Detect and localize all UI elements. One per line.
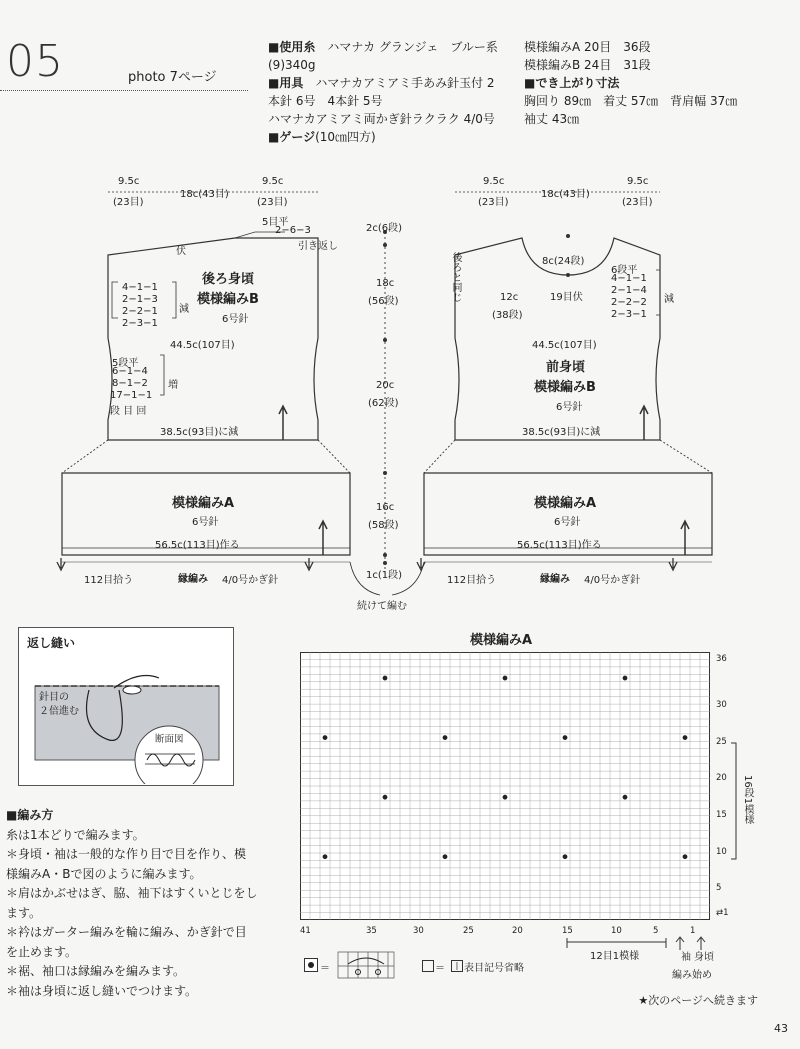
size-line1: 胸回り 89㎝ 着丈 57㎝ 背肩幅 37㎝ xyxy=(524,94,738,108)
start-label: 編み始め xyxy=(672,970,712,981)
instruction-line: ＊身頃・袖は一般的な作り目で目を作り、模 xyxy=(6,847,247,861)
back-inc5: 段 目 回 xyxy=(110,406,147,417)
legend-bobble-symbol xyxy=(304,958,318,972)
front-neck2: 4−1−1 xyxy=(611,273,647,284)
back-dec-mark: 減 xyxy=(179,304,189,315)
bobble-stitch xyxy=(503,795,508,800)
front-neck1: 6段平 xyxy=(611,265,638,276)
bobble-stitch xyxy=(383,795,388,800)
center-v4-sub: (58段) xyxy=(368,520,399,531)
front-needle: 6号針 xyxy=(556,402,583,413)
row-label: 20 xyxy=(716,773,727,783)
back-top-mid: 18c(43目) xyxy=(180,189,229,200)
back-lower-width: 56.5c(113目)作る xyxy=(155,540,240,551)
center-v5: 1c(1段) xyxy=(366,570,403,581)
yarn-label: ■使用糸 xyxy=(268,40,316,54)
row-label: 5 xyxy=(716,883,722,893)
legend-bobble-diagram xyxy=(336,950,396,980)
col-label: 30 xyxy=(413,926,424,936)
back-inc2: 6−1−4 xyxy=(112,366,148,377)
front-top-mid: 18c(43目) xyxy=(541,189,590,200)
backstitch-title: 返し縫い xyxy=(27,636,76,650)
front-lower-needle: 6号針 xyxy=(554,517,581,528)
center-v1: 2c(6段) xyxy=(366,223,403,234)
front-edge-hook: 4/0号かぎ針 xyxy=(584,575,641,586)
back-dec2: 2−1−3 xyxy=(122,294,158,305)
back-neck-note1: 5目平 xyxy=(262,217,289,228)
back-edge-hook: 4/0号かぎ針 xyxy=(222,575,279,586)
row-arrow: ⇄1 xyxy=(716,908,729,918)
center-v2: 18c xyxy=(376,278,395,289)
gauge-label: ■ゲージ xyxy=(268,130,316,144)
front-lower-title: 模様編みA xyxy=(534,496,597,511)
bobble-stitch xyxy=(443,854,448,859)
col-label: 15 xyxy=(562,926,573,936)
row-label: 25 xyxy=(716,737,727,747)
body-label: 身頃 xyxy=(694,952,714,963)
backstitch-illustration xyxy=(19,650,233,784)
backstitch-label2: ２倍進む xyxy=(39,706,79,717)
bobble-stitch xyxy=(383,676,388,681)
front-fuse: 19目伏 xyxy=(550,292,583,303)
back-top-left: 9.5c xyxy=(118,176,140,187)
header-divider xyxy=(0,90,248,91)
center-v3: 20c xyxy=(376,380,395,391)
bobble-stitch xyxy=(503,676,508,681)
instructions xyxy=(6,806,266,1001)
row-label: 15 xyxy=(716,810,727,820)
back-lower-title: 模様編みA xyxy=(172,496,235,511)
instruction-line: 糸は1本どりで編みます。 xyxy=(6,827,145,842)
back-top-right-sub: (23目) xyxy=(257,197,288,208)
photo-reference: photo 7ページ xyxy=(128,70,217,85)
bobble-stitch xyxy=(683,735,688,740)
center-v3-sub: (62段) xyxy=(368,398,399,409)
col-label: 10 xyxy=(611,926,622,936)
front-edge: 縁編み xyxy=(540,574,570,585)
front-width: 44.5c(107目) xyxy=(532,340,597,351)
legend-empty-symbol xyxy=(422,960,434,972)
back-title: 後ろ身頃 xyxy=(202,272,255,287)
back-pickup: 112目拾う xyxy=(84,575,134,586)
specs-left xyxy=(268,38,518,146)
front-neck3: 2−1−4 xyxy=(611,285,647,296)
back-edge: 縁編み xyxy=(178,574,208,585)
size-label: ■でき上がり寸法 xyxy=(524,76,620,90)
back-dec4: 2−3−1 xyxy=(122,318,158,329)
front-top-left-sub: (23目) xyxy=(478,197,509,208)
legend-eq2: ＝ xyxy=(435,963,445,974)
col-label: 1 xyxy=(690,926,696,936)
backstitch-label1: 針目の xyxy=(39,692,69,703)
back-neck-note3: 引き返し xyxy=(298,241,338,252)
back-inc3: 8−1−2 xyxy=(112,378,148,389)
bobble-stitch xyxy=(623,676,628,681)
gauge-text: (10㎝四方) xyxy=(315,130,376,144)
gauge-a: 模様編みA 20目 36段 xyxy=(524,40,651,54)
front-top-left: 9.5c xyxy=(483,176,505,187)
back-width: 44.5c(107目) xyxy=(170,340,235,351)
front-lower-width: 56.5c(113目)作る xyxy=(517,540,602,551)
front-neck-depth: 8c(24段) xyxy=(542,256,585,267)
bobble-stitch xyxy=(323,735,328,740)
col-label: 41 xyxy=(300,926,311,936)
knit-symbol: | xyxy=(451,960,463,972)
front-neck4: 2−2−2 xyxy=(611,297,647,308)
tools-line1: ハマナカアミアミ手あみ針玉付 2 xyxy=(315,76,495,90)
page-number: 43 xyxy=(774,1022,788,1035)
center-v4: 16c xyxy=(376,502,395,513)
back-pattern: 模様編みB xyxy=(197,292,259,307)
back-inc-mark: 増 xyxy=(168,380,178,391)
front-side1: 12c xyxy=(500,292,519,303)
row-label: 30 xyxy=(716,700,727,710)
chart-title: 模様編みA xyxy=(470,633,533,648)
repeat-cols: 12目1模様 xyxy=(590,951,640,962)
bobble-stitch xyxy=(323,854,328,859)
col-label: 20 xyxy=(512,926,523,936)
back-top-left-sub: (23目) xyxy=(113,197,144,208)
instruction-line: を止めます。 xyxy=(6,944,78,959)
back-bottom: 38.5c(93目)に減 xyxy=(160,427,239,438)
pattern-number: 05 xyxy=(6,36,64,87)
legend-eq1: ＝ xyxy=(320,963,330,974)
front-neck-mark: 減 xyxy=(664,294,674,305)
section-label: 断面図 xyxy=(155,734,184,745)
instruction-line: ます。 xyxy=(6,905,42,920)
instruction-line: ＊裾、袖口は縁編みを編みます。 xyxy=(6,964,186,978)
instruction-line: ＊肩はかぶせはぎ、脇、袖下はすくいとじをし xyxy=(6,886,258,900)
tools-line2: 本針 6号 4本針 5号 xyxy=(268,94,383,108)
row-arrow-num: 1 xyxy=(723,908,729,918)
back-inc4: 17−1−1 xyxy=(110,390,153,401)
back-dec1: 4−1−1 xyxy=(122,282,158,293)
legend-text: 表目記号省略 xyxy=(464,963,524,974)
size-line2: 袖丈 43㎝ xyxy=(524,112,580,126)
bobble-stitch xyxy=(563,854,568,859)
instructions-title: ■編み方 xyxy=(6,808,54,822)
front-title: 前身頃 xyxy=(546,360,586,375)
sleeve-label: 袖 xyxy=(681,952,691,963)
specs-right xyxy=(524,38,794,128)
back-needle: 6号針 xyxy=(222,314,249,325)
col-label: 5 xyxy=(653,926,659,936)
backstitch-inset xyxy=(18,627,234,786)
front-pattern: 模様編みB xyxy=(534,380,596,395)
row-label: 36 xyxy=(716,654,727,664)
back-top-right: 9.5c xyxy=(262,176,284,187)
bobble-stitch xyxy=(623,795,628,800)
front-top-right: 9.5c xyxy=(627,176,649,187)
col-label: 35 xyxy=(366,926,377,936)
back-fuse: 伏 xyxy=(176,246,186,257)
instruction-line: ＊袖は身頃に返し縫いでつけます。 xyxy=(6,983,198,998)
center-cont: 続けて編む xyxy=(357,601,407,612)
repeat-bracket xyxy=(730,742,740,860)
back-neck-note2: 2−6−3 xyxy=(275,225,311,236)
bobble-stitch xyxy=(683,854,688,859)
instruction-line: 様編みA・Bで図のように編みます。 xyxy=(6,866,202,881)
back-inc1: 5段平 xyxy=(112,358,139,369)
front-neck5: 2−3−1 xyxy=(611,309,647,320)
bobble-stitch xyxy=(563,735,568,740)
yarn-amount: (9)340g xyxy=(268,58,316,72)
gauge-b: 模様編みB 24目 31段 xyxy=(524,58,651,72)
center-v2-sub: (56段) xyxy=(368,296,399,307)
col-label: 25 xyxy=(463,926,474,936)
continued-note: ★次のページへ続きます xyxy=(638,994,758,1007)
yarn-text: ハマナカ グランジェ ブルー系 xyxy=(327,40,498,54)
back-dec3: 2−2−1 xyxy=(122,306,158,317)
row-label: 10 xyxy=(716,847,727,857)
tools-label: ■用具 xyxy=(268,76,304,90)
front-same-as-back: 後ろと同じ xyxy=(450,252,461,302)
front-top-right-sub: (23目) xyxy=(622,197,653,208)
bobble-stitch xyxy=(443,735,448,740)
front-pickup: 112目拾う xyxy=(447,575,497,586)
tools-line3: ハマナカアミアミ両かぎ針ラクラク 4/0号 xyxy=(268,112,495,126)
instruction-line: ＊衿はガーター編みを輪に編み、かぎ針で目 xyxy=(6,925,247,939)
back-lower-needle: 6号針 xyxy=(192,517,219,528)
front-side1-sub: (38段) xyxy=(492,310,523,321)
stitch-chart-grid xyxy=(300,652,710,924)
front-bottom: 38.5c(93目)に減 xyxy=(522,427,601,438)
repeat-rows: 16段1模様 xyxy=(742,775,753,825)
